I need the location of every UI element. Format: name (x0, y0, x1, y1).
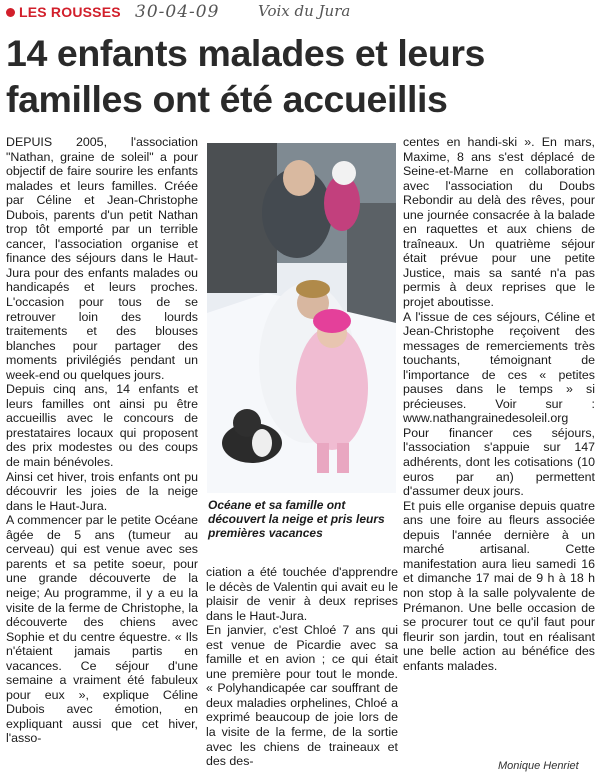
paragraph: Ainsi cet hiver, trois enfants ont pu découvrir les joies de la neige dans le Haut-Jura. (6, 469, 198, 513)
bullet-dot-icon (6, 8, 15, 17)
article-photo (207, 143, 396, 493)
paragraph: En janvier, c'est Chloé 7 ans qui est venue de Picardie avec sa famille et en avion ; ce qui était une première pour tout le monde. « Polyhandicapée car souffrant de deux maladies orphelines, Chloé a exprimé beaucoup de joie lors de la visite de la ferme, de la sortie avec les chiens de traineaux et des des- (206, 623, 398, 769)
author-signature: Monique Henriet (498, 760, 579, 772)
section-kicker (6, 4, 121, 20)
paragraph: Et puis elle organise depuis quatre ans une foire au fleurs associée depuis l'année dernière à un marché artisanal. Cette manifestation aura lieu samedi 16 et dimanche 17 mai de 9 h à 18 h non stop à la salle polyvalente de Prémanon. Une belle occasion de se procurer tout ce qu'il faut pour fleurir son jardin, tout en réalisant une belle action au bénéfice des enfants malades. (403, 498, 595, 673)
paragraph: A commencer par le petite Océane âgée de 5 ans (tumeur au cerveau) qui est venue avec ses parents et sa petite soeur, pour une grande découverte de la neige; Au programme, il y a eu la visite de la ferme de Christophe, la découverte des chiens avec Sophie et du centre équestre. « Ils n'étaient jamais partis en vacances. Ce séjour d'une semaine a vraiment été fabuleux pour eux », explique Céline Dubois avec émotion, en expliquant aussi que cet hiver, l'asso- (6, 513, 198, 746)
photo-caption: Océane et sa famille ont découvert la neige et pris leurs premières vacances (208, 498, 385, 540)
family-snow-photo-image (207, 143, 396, 493)
article-headline: 14 enfants malades et leurs familles ont été accueillis (6, 32, 486, 120)
handwritten-date: 30-04-09 (135, 2, 220, 22)
kicker-label: LES ROUSSES (19, 4, 121, 20)
paragraph: A l'issue de ces séjours, Céline et Jean-Christophe reçoivent des messages de remerciements très touchants, témoignant de l'importance de ces « petites pauses dans le temps » si précieuses. Voir sur : www.nathangrainedesoleil.org (403, 309, 595, 426)
paragraph: centes en handi-ski ». En mars, Maxime, 8 ans s'est déplacé de Seine-et-Marne en collaboration avec l'association du Doubs Rebondir au delà des rêves, pour une journée consacrée à la balade en raquettes et aux chiens de traîneaux. Un quatrième séjour était prévue pour une petite Justice, mais sa santé n'a pas permis à deux reprises que le projet aboutisse. (403, 135, 595, 310)
article-column-left (6, 135, 198, 746)
paragraph: ciation a été touchée d'apprendre le décès de Valentin qui avait eu le plaisir de venir à deux reprises dans le Haut-Jura. (206, 565, 398, 623)
handwritten-source: Voix du Jura (258, 2, 351, 20)
article-column-middle (206, 565, 398, 769)
paragraph: Depuis cinq ans, 14 enfants et leurs familles ont ainsi pu être accueillis avec le concours de prestataires locaux qui proposent des prix modestes ou des coups de main bénévoles. (6, 382, 198, 470)
paragraph: Pour financer ces séjours, l'association s'appuie sur 147 adhérents, dont les cotisations (10 euros par an) permettent d'assumer deux jours. (403, 425, 595, 499)
paragraph: DEPUIS 2005, l'association "Nathan, graine de soleil" a pour objectif de faire sourire les enfants malades et leurs familles. Créée par Céline et Jean-Christophe Dubois, parents d'un petit Nathan trop tôt emporté par un terrible cancer, l'association organise et finance des séjours dans le Haut-Jura pour des enfants malades ou handicapés et leurs proches. L'occasion pour tous de se retrouver loin des lourds traitements et des blouses blanches pour partager des moments privilégiés pendant un week-end ou quelques jours. (6, 135, 198, 382)
article-column-right (403, 135, 595, 673)
